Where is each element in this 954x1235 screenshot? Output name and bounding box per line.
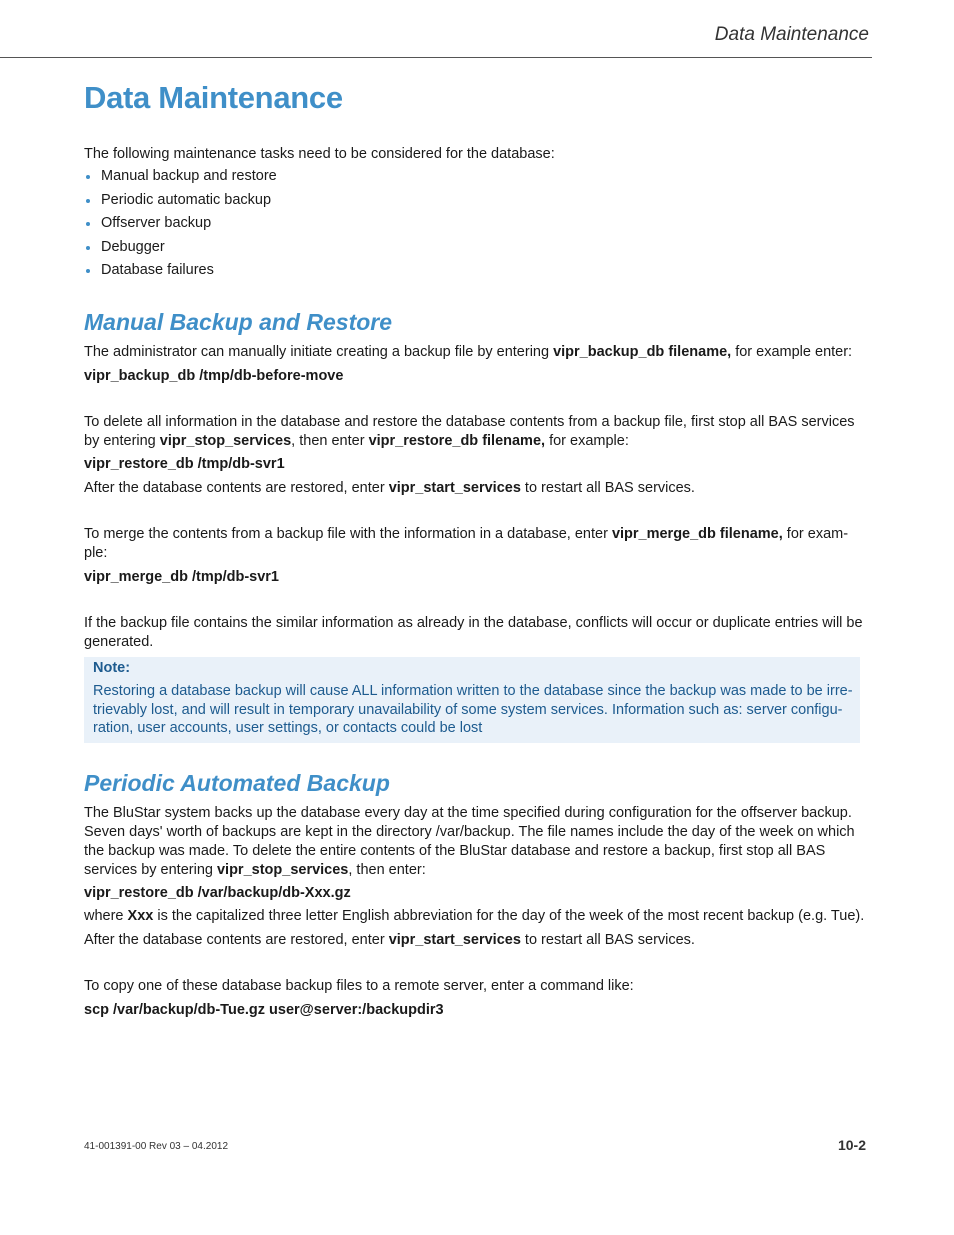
periodic-paragraph-1: The BluStar system backs up the database every day at the time specified during configuration for the offserver backup. Seven days' worth of backups are kept in the directory /var/backup. The file names include the day of the week on which the backup was made. To delete the entire contents of the BluStar database and restore a backup, first stop all BAS services by entering vipr_stop_services, then enter: [84,805,855,878]
section-heading-periodic: Periodic Automated Backup [84,770,390,796]
command-scp: scp /var/backup/db-Tue.gz user@server:/backupdir3 [84,1002,444,1018]
periodic-paragraph-2: where Xxx is the capitalized three letter English abbreviation for the day of the week of the most recent backup (e.g. Tue). [84,908,865,924]
footer-doc-id: 41-001391-00 Rev 03 – 04.2012 [84,1141,229,1152]
periodic-paragraph-4: To copy one of these database backup files to a remote server, enter a command like: [84,978,634,994]
note-text: Restoring a database backup will cause ALL information written to the database since the backup was made to be irre-trievably lost, and will result in temporary unavailability of some system services. Information such as: server configu-ration, user accounts, user settings, or contacts could be lost [93,683,853,736]
manual-paragraph-2: To delete all information in the database and restore the database contents from a backup file, first stop all BAS services by entering vipr_stop_services, then enter vipr_restore_db filename, for example: [84,414,855,449]
list-item: Debugger [84,238,277,262]
command-restore: vipr_restore_db /tmp/db-svr1 [84,456,285,472]
manual-paragraph-5: If the backup file contains the similar information as already in the database, conflicts will occur or duplicate entries will be generated. [84,615,863,650]
page-number: 10-2 [837,1137,866,1153]
periodic-paragraph-3: After the database contents are restored, enter vipr_start_services to restart all BAS services. [84,932,695,948]
command-backup: vipr_backup_db /tmp/db-before-move [84,368,344,384]
list-item: Database failures [84,261,277,285]
list-item: Periodic automatic backup [84,191,277,215]
note-box [84,657,860,743]
command-restore-periodic: vipr_restore_db /var/backup/db-Xxx.gz [84,885,351,901]
intro-paragraph: The following maintenance tasks need to be considered for the database: [84,146,555,162]
section-heading-manual: Manual Backup and Restore [84,309,393,335]
command-merge: vipr_merge_db /tmp/db-svr1 [84,569,279,585]
list-item: Manual backup and restore [84,167,277,191]
page-title: Data Maintenance [84,80,343,115]
manual-paragraph-1: The administrator can manually initiate creating a backup file by entering vipr_backup_db filename, for example enter: [84,344,853,360]
task-list [84,167,277,285]
running-header: Data Maintenance [714,24,869,45]
note-title: Note: [93,660,131,676]
manual-paragraph-3: After the database contents are restored, enter vipr_start_services to restart all BAS services. [84,480,695,496]
list-item: Offserver backup [84,214,277,238]
manual-paragraph-4: To merge the contents from a backup file with the information in a database, enter vipr_merge_db filename, for exam-ple: [84,526,849,561]
header-divider [0,57,872,58]
